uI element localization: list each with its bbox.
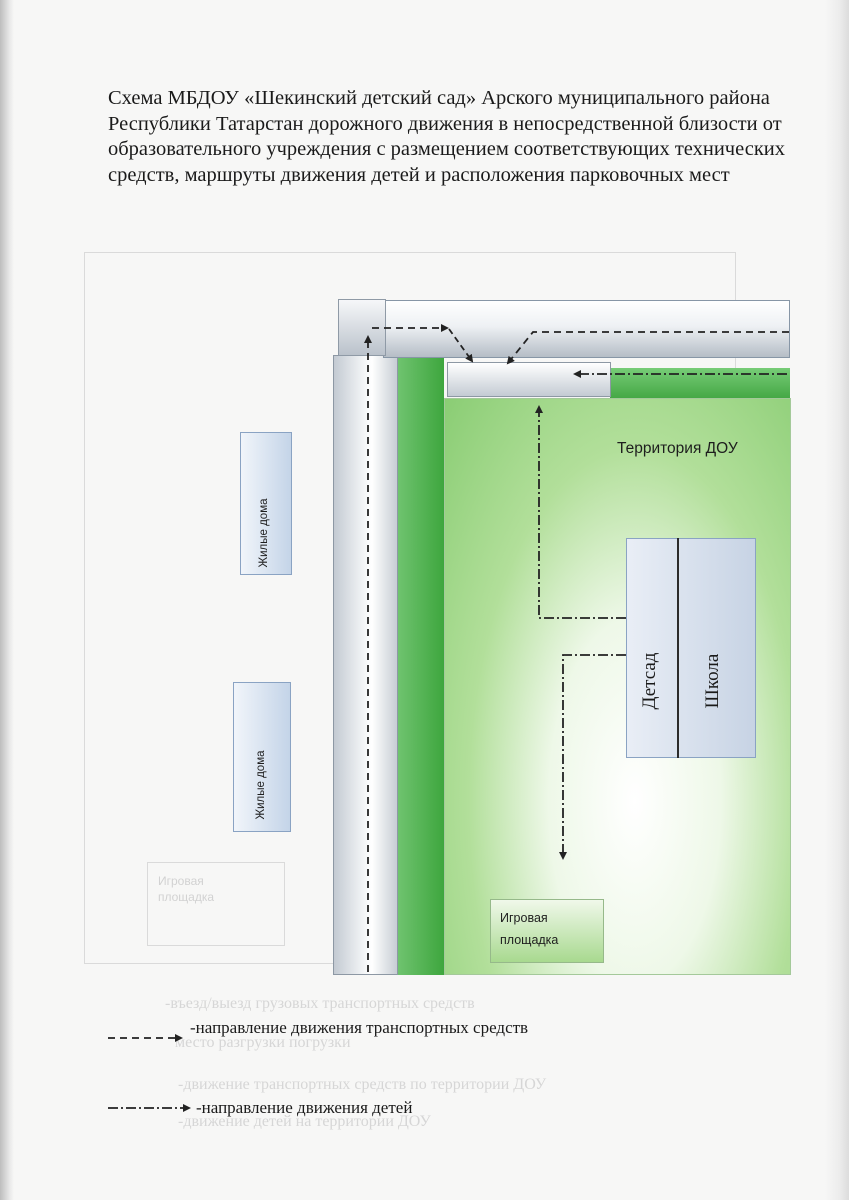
legend-children-text: -направление движения детей	[196, 1098, 413, 1117]
children-route-to-playground	[563, 655, 626, 858]
school-label: Школа	[702, 653, 723, 709]
territory-label: Территория ДОУ	[617, 440, 738, 457]
residential-label-2: Жилые дома	[255, 750, 267, 820]
residential-label-1: Жилые дома	[258, 498, 270, 568]
vehicle-route-to-parking-left	[449, 329, 472, 361]
children-route-from-building	[539, 407, 626, 618]
ghost-legend-4: -движение детей на территории ДОУ	[178, 1113, 431, 1130]
ghost-legend-1: -въезд/выезд грузовых транспортных средств	[165, 995, 475, 1012]
diagram-title: Схема МБДОУ «Шекинский детский сад» Арского муниципального района Республики Татарстан дорожного движения в непосредственной близости от образовательного учреждения с размещением соответствующих технических средств, маршруты движения детей и расположения парковочных мест	[108, 87, 786, 186]
legend-vehicles-text: -направление движения транспортных средств	[190, 1018, 529, 1037]
ghost-legend-3: -движение транспортных средств по территории ДОУ	[178, 1076, 547, 1093]
playground-label: Игровая площадка	[500, 911, 559, 947]
kindergarten-label: Детсад	[639, 652, 660, 710]
ghost-legend-2: место разгрузки погрузки	[175, 1034, 351, 1051]
ghost-playground-label: Игровая площадка	[158, 874, 215, 904]
vehicle-route-right	[508, 332, 789, 363]
